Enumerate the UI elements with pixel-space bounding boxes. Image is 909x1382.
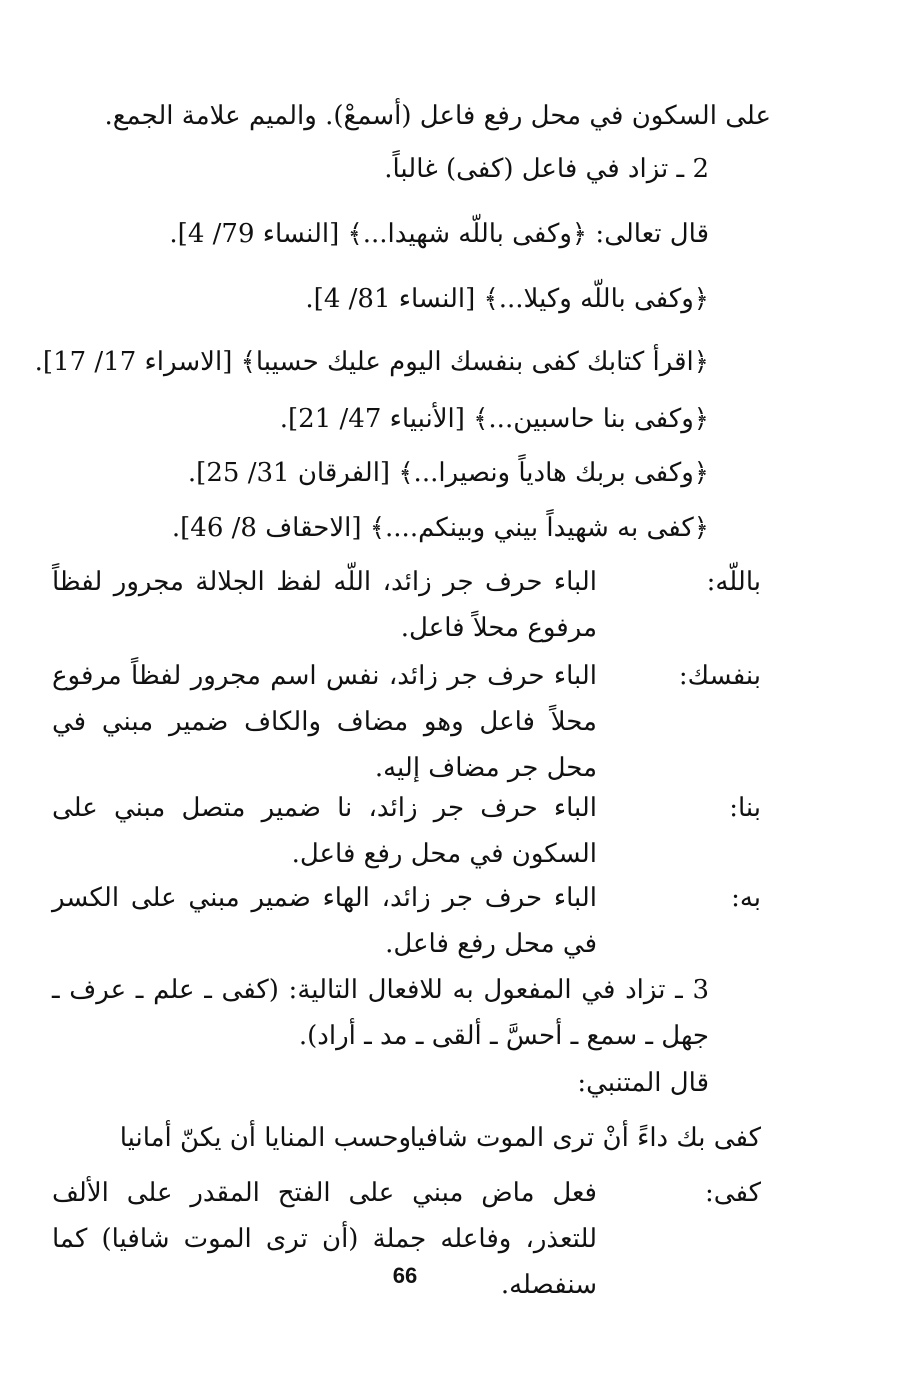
- text-line: على السكون في محل رفع فاعل (أسمعْ). والميم علامة الجمع.: [104, 101, 771, 131]
- quran-citation: قال تعالى: ﴿وكفى باللّه شهيدا...﴾ [النساء 79/ 4].: [169, 219, 709, 249]
- analysis-term: كفى:: [705, 1178, 761, 1208]
- quran-citation: ﴿وكفى باللّه وكيلا...﴾ [النساء 81/ 4].: [305, 284, 709, 314]
- analysis-text: الباء حرف جر زائد، نفس اسم مجرور لفظاً مرفوع محلاً فاعل وهو مضاف والكاف ضمير مبني في محل جر مضاف إليه.: [52, 661, 597, 783]
- analysis-text: الباء حرف جر زائد، اللّه لفظ الجلالة مجرور لفظاً مرفوع محلاً فاعل.: [52, 567, 597, 643]
- analysis-text: فعل ماض مبني على الفتح المقدر على الألف للتعذر، وفاعله جملة (أن ترى الموت شافيا) كما سنفصله.: [52, 1178, 597, 1300]
- quran-citation: ﴿وكفى بربك هادياً ونصيرا...﴾ [الفرقان 31/ 25].: [187, 458, 709, 488]
- page-number: 66: [392, 1263, 418, 1288]
- verse-first-hemistich: كفى بك داءً أنْ ترى الموت شافيا: [409, 1123, 761, 1153]
- quran-citation: ﴿وكفى بنا حاسبين...﴾ [الأنبياء 47/ 21].: [279, 404, 709, 434]
- poet-intro: قال المتنبي:: [577, 1068, 709, 1098]
- analysis-text: الباء حرف جر زائد، نا ضمير متصل مبني على السكون في محل رفع فاعل.: [52, 793, 597, 869]
- analysis-text: الباء حرف جر زائد، الهاء ضمير مبني على الكسر في محل رفع فاعل.: [52, 883, 597, 959]
- point-3-paragraph: 3 ـ تزاد في المفعول به للافعال التالية: (كفى ـ علم ـ عرف ـ جهل ـ سمع ـ أحسَّ ـ ألقى ـ مد ـ أراد).: [52, 975, 709, 1051]
- analysis-term: بنا:: [729, 793, 761, 823]
- analysis-term: بنفسك:: [678, 661, 761, 691]
- quran-citation: ﴿اقرأ كتابك كفى بنفسك اليوم عليك حسيبا﴾ [الاسراء 17/ 17].: [34, 347, 709, 377]
- quran-citation: ﴿كفى به شهيداً بيني وبينكم....﴾ [الاحقاف 8/ 46].: [171, 513, 709, 543]
- analysis-term: به:: [731, 883, 761, 913]
- analysis-term: باللّه:: [706, 567, 761, 597]
- point-2-heading: 2 ـ تزاد في فاعل (كفى) غالباً.: [384, 154, 709, 184]
- verse-second-hemistich: وحسب المنايا أن يكنّ أمانيا: [119, 1123, 411, 1153]
